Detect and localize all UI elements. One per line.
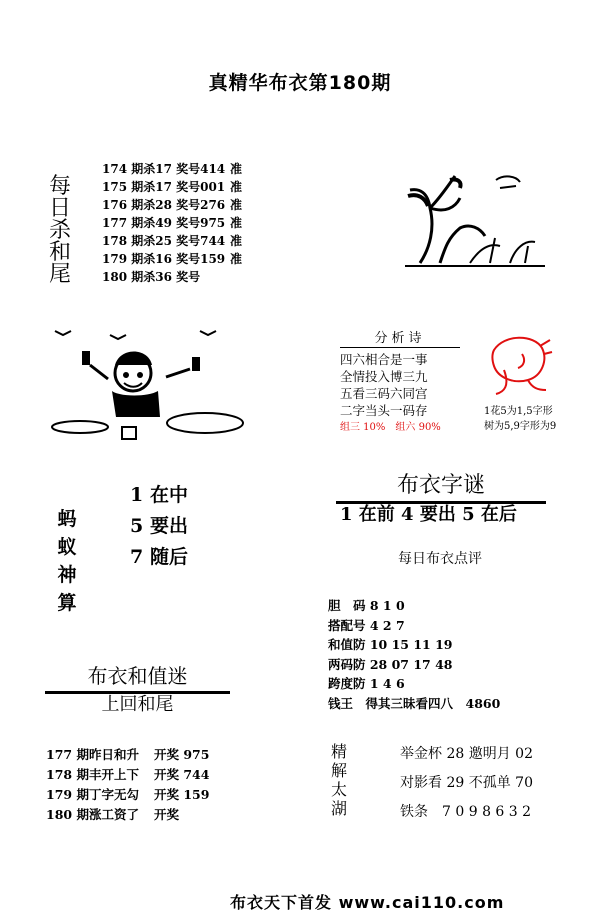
list-item: 180 期杀36 奖号 [102,270,201,284]
poem-line: 全情投入博三九 [340,369,428,384]
list-item: 174 期杀17 奖号414 准 [102,162,242,176]
previous-results [46,745,209,825]
label-char: 解 [330,761,347,780]
footer-url: 布衣天下首发 www.cai110.com [230,893,505,912]
daily-kill-label [48,176,72,286]
jing-label [328,742,350,818]
list-item: 179 期杀16 奖号159 准 [102,252,242,266]
label-char: 尾 [48,262,71,287]
list-item: 180 期涨工资了 开奖 [46,807,180,822]
label-char: 算 [57,592,77,614]
ox-caption [484,404,584,434]
label-char: 湖 [330,799,347,818]
poem-line: 五看三码六同宫 [340,386,428,401]
list-item: 179 期丁字无勾 开奖 159 [46,787,210,802]
label-char: 每 [48,174,71,199]
cartoon-boy-image [40,325,250,445]
riddle-title: 布衣字谜 [336,468,546,504]
list-item: 175 期杀17 奖号001 准 [102,180,242,194]
hezhi-subtitle: 上回和尾 [101,694,174,715]
label-char: 精 [330,742,347,761]
list-item: 1 在中 [130,484,189,506]
ant-label [52,505,82,617]
review-list [328,596,500,713]
poem-line: 四六相合是一事 [340,352,428,367]
label-char: 太 [330,780,347,799]
label-char: 蚂 [57,508,77,530]
ox-caption-line: 树为5,9字形为9 [484,421,557,432]
list-item: 7 随后 [130,546,189,568]
jing-list [400,740,533,827]
poem-groups: 组三 10% 组六 90% [340,422,441,433]
poem-line: 二字当头一码存 [340,403,428,418]
analysis-poem [340,330,460,436]
label-char: 日 [48,196,71,221]
list-item: 177 期昨日和升 开奖 975 [46,747,210,762]
daily-kill-list [102,160,242,286]
jing-label [328,742,350,818]
poem-title: 分析诗 [340,330,460,348]
list-item: 两码防 28 07 17 48 [328,656,453,672]
list-item: 对影看 29 不孤单 70 [400,775,533,791]
ox-caption-line: 1花5为1,5字形 [484,406,553,417]
list-item: 搭配号 4 2 7 [328,617,405,633]
list-item: 和值防 10 15 11 19 [328,637,453,652]
riddle-line: 1 在前 4 要出 5 在后 [340,504,517,525]
label-char: 蚁 [57,536,77,558]
list-item: 5 要出 [130,515,189,537]
ant-lines [130,480,188,573]
list-item: 178 期杀25 奖号744 准 [102,234,242,248]
list-item: 178 期丰开上下 开奖 744 [46,767,210,782]
page-title: 真精华布衣第180期 [208,72,392,94]
list-item: 177 期杀49 奖号975 准 [102,216,242,230]
hezhi-title: 布衣和值迷 [45,660,230,694]
list-item: 举金杯 28 邀明月 02 [400,746,533,762]
review-title: 每日布衣点评 [398,551,482,567]
label-char: 和 [48,240,71,265]
list-item: 铁条 7 0 9 8 6 3 2 [400,804,532,820]
list-item: 176 期杀28 奖号276 准 [102,198,242,212]
list-item: 钱王 得其三昧看四八 4860 [328,695,501,711]
label-char: 神 [57,564,77,586]
list-item: 胆 码 8 1 0 [328,598,405,613]
plant-sketch-image [400,168,550,268]
ox-sketch-image [484,330,554,398]
list-item: 跨度防 1 4 6 [328,676,405,691]
ant-label [52,505,82,617]
label-char: 杀 [48,218,71,243]
dk-label [48,176,72,286]
